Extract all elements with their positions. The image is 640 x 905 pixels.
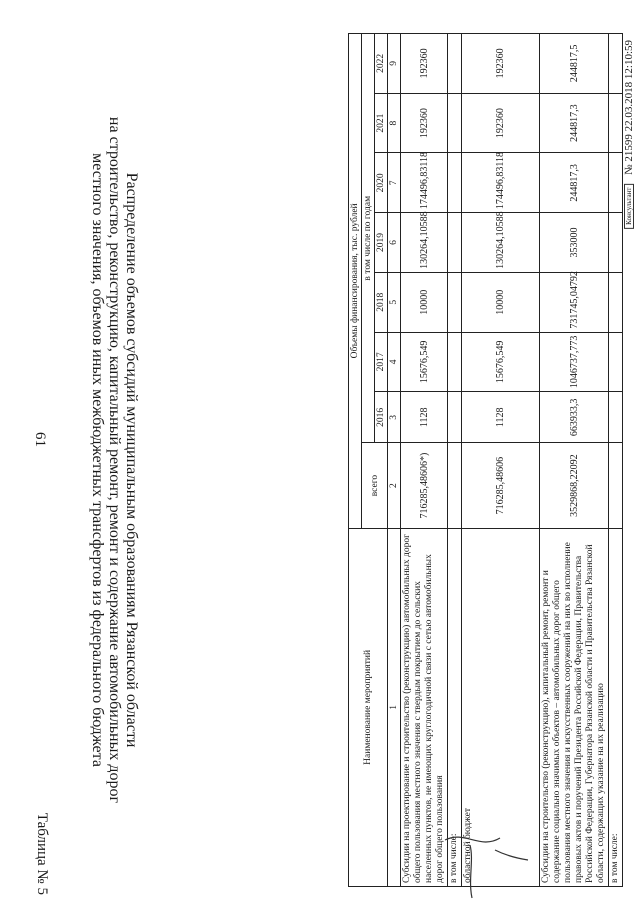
col-number: 4: [388, 332, 401, 392]
header-year: 2019: [375, 213, 388, 273]
row-total: 716285,48606*): [401, 443, 448, 528]
row-value: [448, 93, 462, 153]
row-total: [609, 443, 623, 528]
row-value: [609, 392, 623, 443]
row-name: в том числе:: [448, 528, 462, 886]
table-row: [462, 34, 540, 887]
row-value: [609, 153, 623, 213]
row-name: Субсидии на проектирование и строительство (реконструкцию) автомобильных дорог общего пользования местного значения с твердым покрытием до сельских населенных пунктов, не имеющих круглогодичной связи с сетью автомобильных дорог общего пользования: [401, 528, 448, 886]
col-number: 3: [388, 392, 401, 443]
row-value: [448, 213, 462, 273]
header-year: 2020: [375, 153, 388, 213]
header-by-years: в том числе по годам: [362, 34, 375, 443]
title-line: на строительство, реконструкцию, капитальный ремонт, ремонт и содержание автомобильных дорог: [106, 116, 123, 804]
col-number: 6: [388, 213, 401, 273]
funding-table: [348, 33, 623, 887]
col-number: 9: [388, 34, 401, 94]
row-value: 1128: [401, 392, 448, 443]
header-year: 2016: [375, 392, 388, 443]
row-value: 353000: [540, 213, 609, 273]
row-value: [609, 213, 623, 273]
row-name: Субсидии на строительство (реконструкцию), капитальный ремонт, ремонт и содержание социально значимых объектов – автомобильных дорог общего пользования местного значения и искусственных сооружений на них во исполнение правовых актов и поручений Президента Российской Федерации, Правительства Российской Федерации, Губернатора Рязанской области и Правительства Рязанской области, содержащих указание на их реализацию: [540, 528, 609, 886]
document-title: [89, 50, 140, 870]
col-number: 2: [388, 443, 401, 528]
row-value: 174496,83118: [462, 153, 540, 213]
document-footer: [623, 40, 635, 229]
row-value: 15676,549: [462, 332, 540, 392]
row-value: 731745,04792: [540, 272, 609, 332]
header-year: 2022: [375, 34, 388, 94]
row-value: 192360: [401, 34, 448, 94]
row-value: 244817,5: [540, 34, 609, 94]
row-value: 130264,10588: [462, 213, 540, 273]
row-total: 716285,48606: [462, 443, 540, 528]
table-row: [401, 34, 448, 887]
row-total: 3529868,22092: [540, 443, 609, 528]
row-name: в том числе:: [609, 528, 623, 886]
row-value: [448, 272, 462, 332]
row-value: 192360: [462, 93, 540, 153]
row-value: 192360: [401, 93, 448, 153]
col-number: 7: [388, 153, 401, 213]
header-name: Наименование мероприятий: [349, 528, 388, 886]
title-line: Распределение объемов субсидий муниципальным образованиям Рязанской области: [123, 172, 140, 748]
row-value: [609, 93, 623, 153]
row-value: 244817,3: [540, 153, 609, 213]
row-value: 130264,10588: [401, 213, 448, 273]
col-number: 8: [388, 93, 401, 153]
doc-id: № 21599 22.03.2018 12:10:59: [623, 40, 635, 175]
row-total: [448, 443, 462, 528]
title-line: местного значения, объемов иных межбюджетных трансфертов из федерального бюджета: [89, 153, 106, 767]
table-row: [448, 34, 462, 887]
row-value: [609, 34, 623, 94]
brand-stamp: Консультант: [624, 184, 634, 229]
header-total: всего: [362, 443, 388, 528]
table-row: [609, 34, 623, 887]
row-value: 10000: [462, 272, 540, 332]
row-value: 174496,83118: [401, 153, 448, 213]
header-funding: Объемы финансирования, тыс. рублей: [349, 34, 362, 529]
row-value: 1128: [462, 392, 540, 443]
col-number: 1: [388, 528, 401, 886]
header-year: 2021: [375, 93, 388, 153]
table-row: [540, 34, 609, 887]
row-value: 15676,549: [401, 332, 448, 392]
handwritten-signature: [440, 820, 530, 900]
header-year: 2017: [375, 332, 388, 392]
row-value: [448, 392, 462, 443]
row-value: [448, 153, 462, 213]
row-value: 10000: [401, 272, 448, 332]
row-value: 244817,3: [540, 93, 609, 153]
header-year: 2018: [375, 272, 388, 332]
row-value: [448, 332, 462, 392]
row-value: [609, 332, 623, 392]
row-value: 663933,3: [540, 392, 609, 443]
page-number: 61: [32, 432, 48, 447]
col-number: 5: [388, 272, 401, 332]
row-value: 1046737,773: [540, 332, 609, 392]
row-name: областной бюджет: [462, 528, 540, 886]
row-value: [609, 272, 623, 332]
table-label: Таблица № 5: [34, 812, 50, 895]
row-value: 192360: [462, 34, 540, 94]
row-value: [448, 34, 462, 94]
